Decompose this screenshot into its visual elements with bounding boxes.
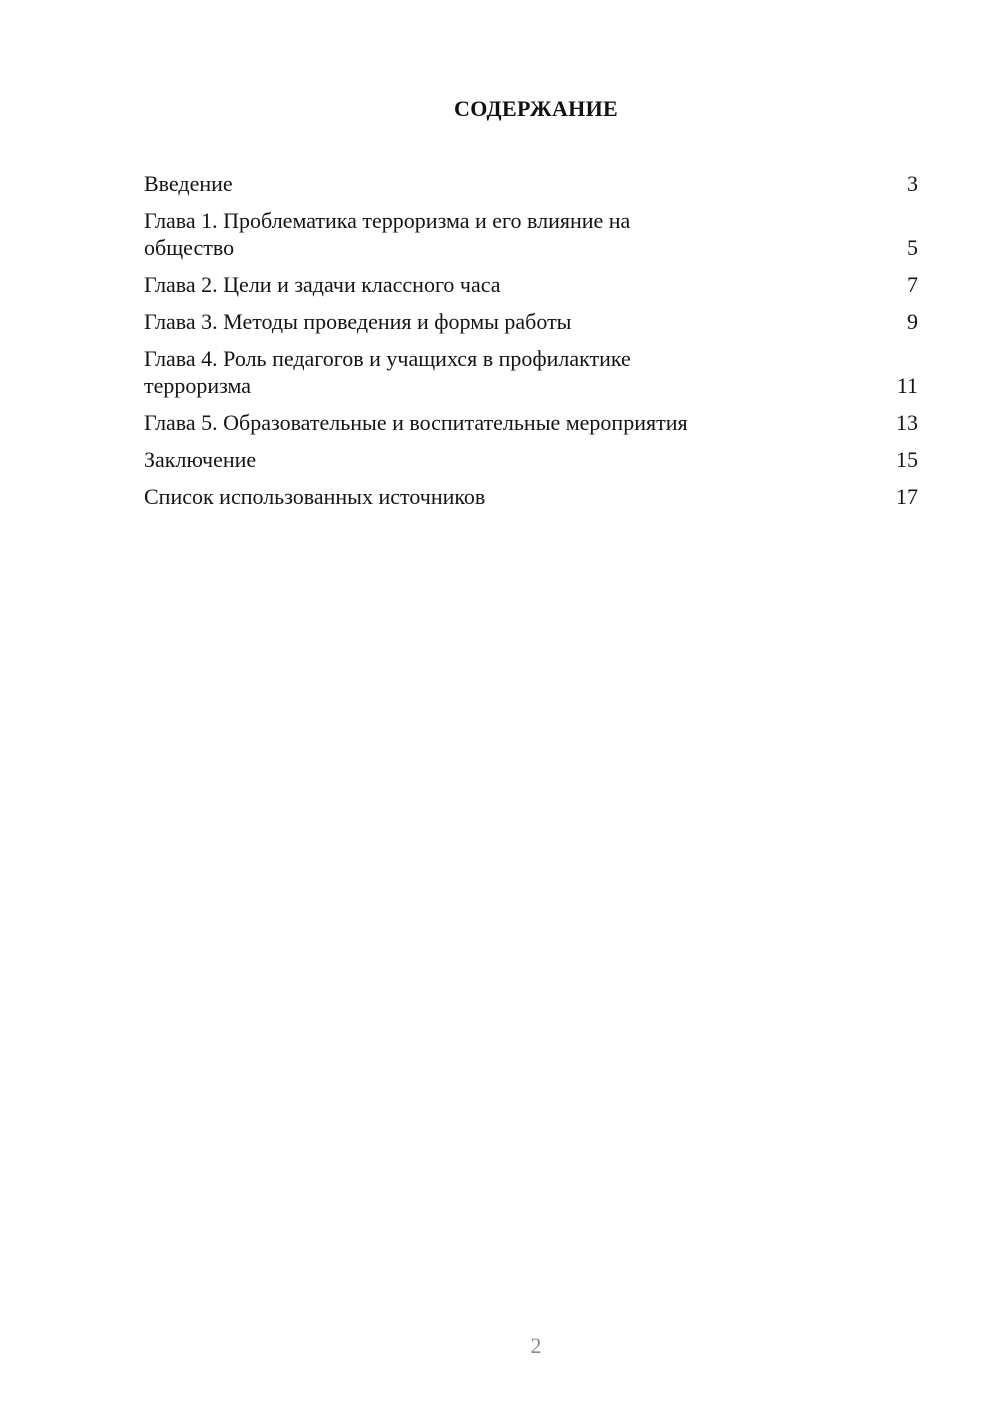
toc-entry: Введение	[144, 171, 233, 196]
toc-page-number: 11	[896, 373, 918, 398]
toc-entry: Список использованных источников	[144, 484, 486, 509]
toc-entry: Глава 4. Роль педагогов и учащихся в профилактике терроризма	[144, 346, 631, 398]
toc-row	[144, 207, 918, 261]
toc-row	[144, 446, 918, 473]
toc-title: СОДЕРЖАНИЕ	[454, 96, 618, 121]
toc-row	[144, 345, 918, 399]
toc-row	[144, 271, 918, 298]
table-of-contents	[144, 170, 918, 520]
toc-entry: Глава 1. Проблематика терроризма и его влияние на общество	[144, 208, 631, 260]
toc-entry: Заключение	[144, 447, 257, 472]
toc-page-number: 15	[896, 447, 918, 472]
toc-entry: Глава 3. Методы проведения и формы работы	[144, 309, 572, 334]
toc-page-number: 13	[896, 410, 918, 435]
toc-entry: Глава 5. Образовательные и воспитательные мероприятия	[144, 410, 688, 435]
toc-page-number: 9	[907, 309, 918, 334]
toc-row	[144, 170, 918, 197]
toc-page-number: 17	[896, 484, 918, 509]
toc-page-number: 7	[907, 272, 918, 297]
toc-row	[144, 308, 918, 335]
toc-row	[144, 409, 918, 436]
toc-page-number: 5	[907, 235, 918, 260]
toc-row	[144, 483, 918, 510]
page-number: 2	[530, 1333, 542, 1358]
toc-page-number: 3	[907, 171, 918, 196]
toc-entry: Глава 2. Цели и задачи классного часа	[144, 272, 501, 297]
